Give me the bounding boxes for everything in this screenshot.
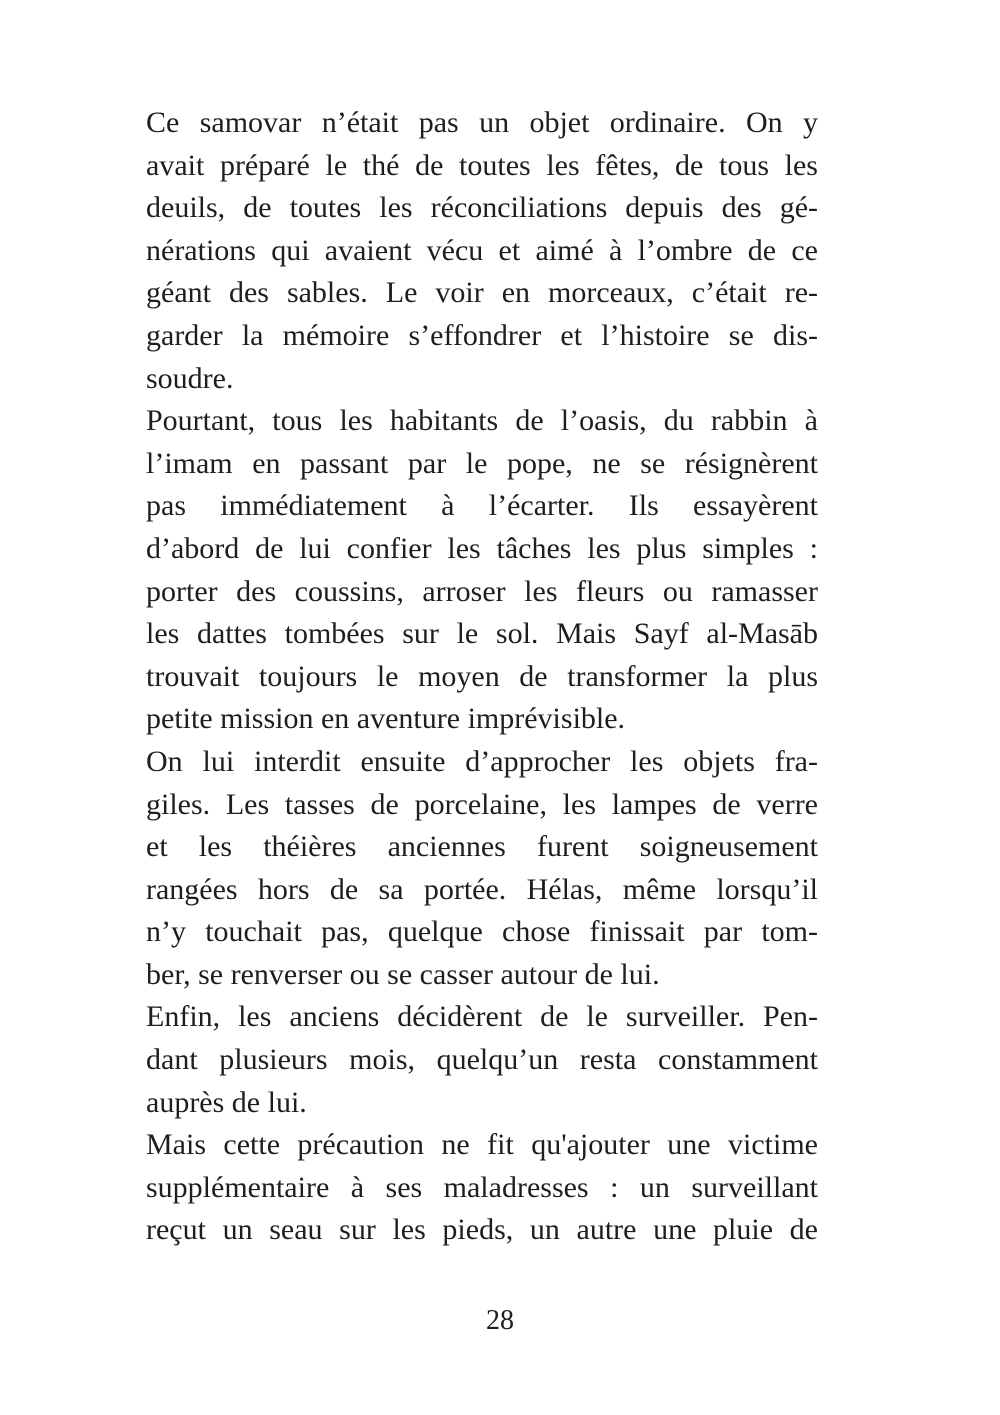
text-line: l’imam en passant par le pope, ne se résignèrent — [146, 446, 818, 480]
text-line: deuils, de toutes les réconciliations depuis des gé- — [146, 191, 818, 225]
text-line: On lui interdit ensuite d’approcher les objets fra- — [146, 744, 818, 778]
text-line: n’y touchait pas, quelque chose finissait par tom- — [146, 915, 818, 949]
page-number: 28 — [486, 1305, 514, 1336]
paragraph-1 — [146, 102, 818, 400]
text-line: ber, se renverser ou se casser autour de lui. — [146, 957, 660, 991]
text-line: supplémentaire à ses maladresses : un surveillant — [146, 1170, 818, 1204]
text-line: porter des coussins, arroser les fleurs ou ramasser — [146, 574, 818, 608]
paragraph-3 — [146, 741, 818, 997]
text-line: reçut un seau sur les pieds, un autre une pluie de — [146, 1213, 818, 1247]
text-line: nérations qui avaient vécu et aimé à l’ombre de ce — [146, 233, 818, 267]
text-line: Mais cette précaution ne fit qu'ajouter une victime — [146, 1128, 818, 1162]
paragraph-4 — [146, 996, 818, 1124]
text-line: d’abord de lui confier les tâches les plus simples : — [146, 531, 818, 565]
text-line: pas immédiatement à l’écarter. Ils essayèrent — [146, 489, 818, 523]
paragraph-5 — [146, 1124, 818, 1252]
text-line: petite mission en aventure imprévisible. — [146, 702, 626, 736]
text-line: avait préparé le thé de toutes les fêtes, de tous les — [146, 148, 818, 182]
text-line: rangées hors de sa portée. Hélas, même lorsqu’il — [146, 872, 818, 906]
text-line: Ce samovar n’était pas un objet ordinaire. On y — [146, 106, 818, 139]
text-line: les dattes tombées sur le sol. Mais Sayf al-Masāb — [146, 617, 818, 651]
text-line: garder la mémoire s’effondrer et l’histoire se dis- — [146, 318, 818, 352]
text-line: dant plusieurs mois, quelqu’un resta constamment — [146, 1043, 818, 1077]
text-line: Pourtant, tous les habitants de l’oasis, du rabbin à — [146, 404, 818, 438]
text-line: géant des sables. Le voir en morceaux, c’était re- — [146, 276, 818, 310]
text-line: Enfin, les anciens décidèrent de le surveiller. Pen- — [146, 1000, 818, 1034]
text-line: trouvait toujours le moyen de transformer la plus — [146, 659, 818, 693]
paragraph-2 — [146, 400, 818, 741]
text-line: giles. Les tasses de porcelaine, les lampes de verre — [146, 787, 818, 821]
body-text — [146, 102, 818, 1252]
text-line: soudre. — [146, 361, 234, 395]
text-line: auprès de lui. — [146, 1085, 307, 1119]
text-line: et les théières anciennes furent soigneusement — [146, 830, 818, 864]
